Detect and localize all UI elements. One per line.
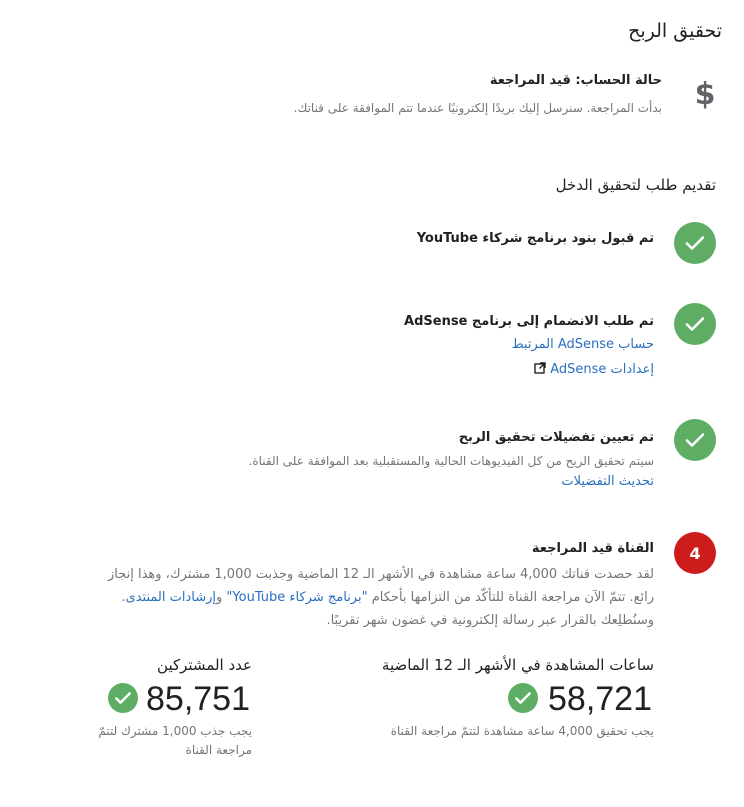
step-1-title: تم قبول بنود برنامج شركاء YouTube <box>416 231 654 246</box>
subscribers-value: 85,751 <box>146 680 250 718</box>
partner-program-terms-link[interactable]: "برنامج شركاء YouTube" <box>226 590 368 605</box>
adsense-settings-label: إعدادات AdSense <box>550 362 654 377</box>
account-status-description: بدأت المراجعة. سنرسل إليك بريدًا إلكترونيًا عندما تتم الموافقة على قناتك. <box>293 101 662 115</box>
subscribers-label: عدد المشتركين <box>157 656 252 674</box>
step-2-title: تم طلب الانضمام إلى برنامج AdSense <box>404 314 654 329</box>
watch-hours-value: 58,721 <box>548 680 652 718</box>
review-text-part1: لقد حصدت قناتك 4,000 ساعة مشاهدة في الأشهر الـ 12 الماضية وجذبت 1,000 مشترك، وهذا إنجاز رائع. تتمّ الآن مراجعة القناة للتأكّد من التزامها بأحكام <box>107 567 654 605</box>
external-link-icon <box>534 362 546 374</box>
account-status-title: حالة الحساب: قيد المراجعة <box>489 73 662 88</box>
section-title: تقديم طلب لتحقيق الدخل <box>555 176 716 194</box>
step-3-check-icon <box>674 419 716 461</box>
step-1-check-icon <box>674 222 716 264</box>
update-preferences-link[interactable]: تحديث التفضيلات <box>561 474 654 489</box>
community-guidelines-link[interactable]: إرشادات المنتدى <box>125 590 216 605</box>
watch-hours-check-icon <box>508 683 538 713</box>
subscribers-note: يجب جذب 1,000 مشترك لتتمّ مراجعة القناة <box>98 724 252 757</box>
review-text-part2: و <box>216 590 227 605</box>
step-4-description <box>88 563 654 632</box>
watch-hours-note: يجب تحقيق 4,000 ساعة مشاهدة لتتمّ مراجعة القناة <box>390 724 654 738</box>
watch-hours-label: ساعات المشاهدة في الأشهر الـ 12 الماضية <box>381 656 654 674</box>
step-3-title: تم تعيين تفضيلات تحقيق الربح <box>458 430 654 445</box>
review-text-part3: . وسنُطلِعك بالقرار عبر رسالة إلكترونية في غضون شهر تقريبًا. <box>121 590 654 628</box>
step-4-number-badge: 4 <box>674 532 716 574</box>
dollar-icon: $ <box>694 77 716 112</box>
step-4-title: القناة قيد المراجعة <box>531 541 654 556</box>
page-title: تحقيق الربح <box>628 20 722 42</box>
subscribers-check-icon <box>108 683 138 713</box>
adsense-settings-link[interactable] <box>530 362 654 377</box>
step-3-description: سيتم تحقيق الربح من كل الفيديوهات الحالية والمستقبلية بعد الموافقة على القناة. <box>248 454 654 468</box>
linked-adsense-account-link[interactable]: حساب AdSense المرتبط <box>511 337 654 352</box>
step-2-check-icon <box>674 303 716 345</box>
